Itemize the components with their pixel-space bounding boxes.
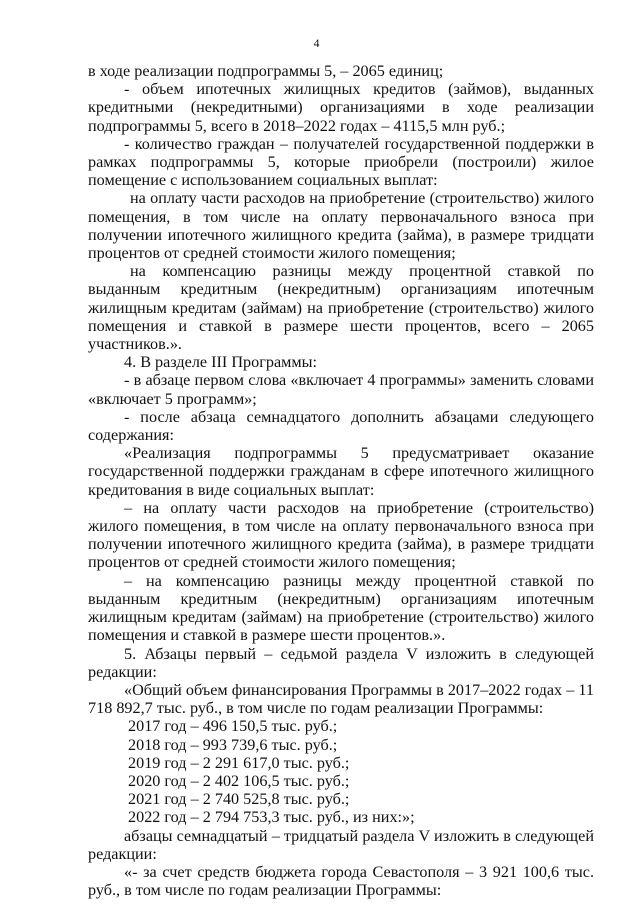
section-heading: 5. Абзацы первый – седьмой раздела V изложить в следующей редакции:: [88, 644, 594, 681]
section-heading: 4. В разделе III Программы:: [124, 353, 318, 372]
paragraph: - количество граждан – получателей государственной поддержки в рамках подпрограммы 5, которые приобрели (построили) жилое помещение с использованием социальных выплат:: [88, 134, 594, 190]
document-body: [88, 62, 594, 899]
paragraph: – на оплату части расходов на приобретение (строительство) жилого помещения, в том числе на оплату первоначального взноса при получении ипотечного жилищного кредита (займа), в размере тридцати процентов от средней стоимости жилого помещения;: [88, 498, 594, 572]
paragraph: - объем ипотечных жилищных кредитов (займов), выданных кредитными (некредитными) организациями в ходе реализации подпрограммы 5, всего в 2018–2022 годах – 4115,5 млн руб.;: [88, 80, 594, 135]
paragraph: «Реализация подпрограммы 5 предусматривает оказание государственной поддержки гражданам в сфере ипотечного жилищного кредитования в виде социальных выплат:: [88, 444, 594, 499]
paragraph: на оплату части расходов на приобретение (строительство) жилого помещения, в том числе на оплату первоначального взноса при получении ипотечного жилищного кредита (займа), в размере тридцати процентов от средней стоимости жилого помещения;: [88, 189, 594, 263]
paragraph: - в абзаце первом слова «включает 4 программы» заменить словами «включает 5 программ»;: [88, 371, 594, 408]
paragraph: – на компенсацию разницы между процентной ставкой по выданным кредитным (некредитным) организациям ипотечным жилищным кредитам (займам) на приобретение (строительство) жилого помещения и ставкой в размере шести процентов.».: [88, 571, 594, 645]
paragraph: на компенсацию разницы между процентной ставкой по выданным кредитным (некредитным) организациям ипотечным жилищным кредитам (займам) на приобретение (строительство) жилого помещения и ставкой в размере шести процентов, всего – 2065 участников.».: [88, 262, 594, 354]
paragraph: - после абзаца семнадцатого дополнить абзацами следующего содержания:: [88, 407, 594, 445]
funding-year-line: 2020 год – 2 402 106,5 тыс. руб.;: [128, 771, 350, 790]
page-number: 4: [313, 36, 320, 50]
funding-year-line: 2018 год – 993 739,6 тыс. руб.;: [128, 735, 338, 754]
funding-year-line: 2022 год – 2 794 753,3 тыс. руб., из них:»;: [128, 808, 415, 827]
paragraph: в ходе реализации подпрограммы 5, – 2065 единиц;: [88, 62, 444, 80]
paragraph: абзацы семнадцатый – тридцатый раздела V изложить в следующей редакции:: [88, 826, 594, 863]
paragraph: «- за счет средств бюджета города Севастополя – 3 921 100,6 тыс. руб., в том числе по годам реализации Программы:: [88, 862, 594, 900]
paragraph: «Общий объем финансирования Программы в 2017–2022 годах – 11 718 892,7 тыс. руб., в том числе по годам реализации Программы:: [88, 680, 594, 718]
funding-year-line: 2021 год – 2 740 525,8 тыс. руб.;: [128, 790, 350, 809]
funding-year-line: 2019 год – 2 291 617,0 тыс. руб.;: [128, 753, 350, 772]
funding-year-line: 2017 год – 496 150,5 тыс. руб.;: [128, 717, 338, 736]
